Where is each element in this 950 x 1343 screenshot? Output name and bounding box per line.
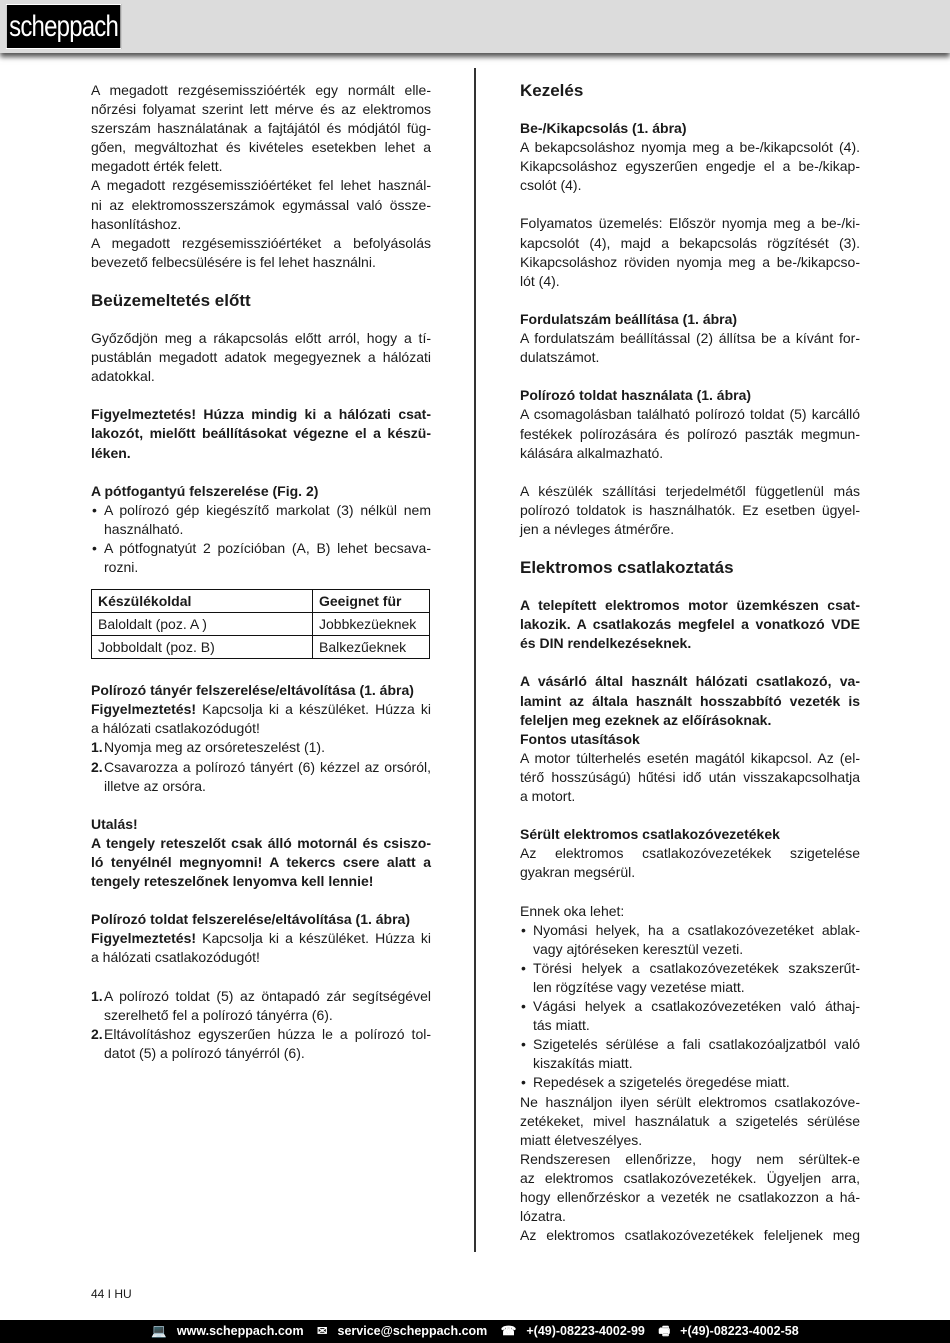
text-line: Polírozó toldat felszerelése/eltávolítása (1. ábra) — [91, 911, 410, 928]
paragraph — [520, 902, 860, 921]
paragraph — [520, 138, 860, 195]
text-line: A csomagolásban található polírozó toldat (5) karcálló — [520, 406, 860, 423]
spacer — [520, 653, 860, 672]
list-item — [91, 738, 431, 757]
text-line: bevezető felbecsülésére is fel lehet használni. — [91, 253, 376, 270]
section-heading: Elektromos csatlakoztatás — [520, 558, 734, 578]
paragraph — [91, 329, 431, 386]
spacer — [520, 463, 860, 482]
text-line: lamint az általa használt hosszabbító vezeték is — [520, 692, 860, 709]
spacer — [520, 367, 860, 386]
list-item — [520, 959, 860, 997]
text-line: Csavarozza a polírozó tányért (6) kézzel az orsóról, — [104, 758, 431, 775]
computer-icon: 💻 — [151, 1324, 167, 1338]
list-item — [520, 921, 860, 959]
text-line: festékek polírozására és polírozó paszták megmun- — [520, 425, 860, 442]
paragraph — [91, 176, 431, 233]
paragraph — [520, 214, 860, 290]
phone-number: +(49)-08223-4002-99 — [526, 1324, 645, 1338]
email-link[interactable]: service@scheppach.com — [337, 1324, 488, 1338]
scheppach-logo: scheppach — [6, 4, 121, 49]
bold-paragraph — [520, 386, 860, 405]
fax-number: +(49)-08223-4002-58 — [680, 1324, 799, 1338]
bold-paragraph — [91, 910, 431, 929]
fax-icon: 🖷 — [658, 1324, 671, 1338]
paragraph — [520, 749, 860, 806]
paragraph — [520, 1150, 860, 1226]
numbered-list — [91, 738, 431, 795]
phone-icon: ☎ — [500, 1324, 517, 1338]
text-line: az elektromos csatlakozóvezetékek. Ügyeljen arra, — [520, 1169, 860, 1186]
list-item — [91, 501, 431, 539]
text-line: Az elektromos csatlakozóvezetékek szigetelése — [520, 845, 860, 862]
paragraph — [91, 234, 431, 272]
page-number: 44 I HU — [91, 1287, 132, 1301]
list-item — [91, 758, 431, 796]
text-line: megadott érték felett. — [91, 158, 223, 175]
website-link[interactable]: www.scheppach.com — [176, 1324, 304, 1338]
bold-label: Figyelmeztetés! — [91, 930, 197, 947]
left-column — [91, 81, 431, 1063]
text-line: Ennek oka lehet: — [520, 902, 625, 919]
paragraph — [520, 482, 860, 539]
text-line: Törési helyek a csatlakozóvezetékek szakszerűt- — [533, 959, 860, 976]
bold-paragraph — [520, 310, 860, 329]
bold-label: Figyelmeztetés! — [91, 701, 197, 718]
spacer — [520, 882, 860, 901]
text-line: tás miatt. — [533, 1017, 590, 1034]
text-line: gően, megváltozhat és kivételes esetekben lehet a — [91, 139, 431, 156]
column-divider — [474, 68, 476, 1252]
text-line: lakozót, mielőtt beállításokat végezne el a készü- — [91, 425, 431, 442]
text-line: polírozó toldatok is használhatók. Ez esetben ügyel- — [520, 501, 860, 518]
table-cell: Baloldalt (poz. A ) — [92, 613, 313, 636]
item-number: 2. — [91, 1025, 103, 1042]
text-line: a motort. — [520, 788, 576, 804]
spacer — [91, 968, 431, 987]
text-line: léken. — [91, 444, 131, 461]
text-line: Vágási helyek a csatlakozóvezetéken való áthaj- — [533, 998, 860, 1015]
text-line: lózatra. — [520, 1208, 566, 1225]
text-line: Győződjön meg a rákapcsolás előtt arról, hogy a tí- — [91, 329, 431, 346]
text-line: A telepített elektromos motor üzemkészen csat- — [520, 597, 860, 614]
text-line: Nyomási helyek, ha a csatlakozóvezetéket ablak- — [533, 921, 860, 938]
text-line: A bekapcsoláshoz nyomja meg a be-/kikapcsolót (4). — [520, 139, 860, 156]
list-item — [91, 987, 431, 1025]
text-line: és DIN rendelkezéseknek. — [520, 635, 692, 652]
text-line: adatokkal. — [91, 368, 155, 385]
table-cell: Jobboldalt (poz. B) — [92, 636, 313, 659]
text-line: datot (5) a polírozó tányérról (6). — [104, 1044, 305, 1061]
text-line: dulatszámot. — [520, 349, 600, 366]
text-line: Rendszeresen ellenőrizze, hogy nem sérültek-e — [520, 1150, 860, 1167]
table-cell: Jobbkezüeknek — [313, 613, 430, 636]
item-number: 1. — [91, 739, 103, 756]
text-line: Polírozó toldat használata (1. ábra) — [520, 387, 752, 404]
paragraph — [520, 1093, 860, 1150]
text-line: A pótfogantyú felszerelése (Fig. 2) — [91, 482, 319, 499]
text-line: használható. — [104, 520, 184, 537]
text-line: A motor túlterhelés esetén magától kikapcsol. Az (el- — [520, 749, 860, 766]
text-line — [91, 700, 431, 719]
bullet-list — [520, 921, 860, 1093]
text-line: Kikapcsoláshoz röviden nyomja meg a be-/kikapcso- — [520, 253, 860, 270]
item-number: 2. — [91, 758, 103, 775]
paragraph — [520, 1226, 860, 1245]
spacer — [520, 806, 860, 825]
text-line: zetékeket, mivel használatuk a szigetelés sérülése — [520, 1112, 860, 1129]
list-item — [520, 1073, 860, 1092]
text-line: A tengely reteszelőt csak álló motornál és csiszo- — [91, 834, 431, 851]
bullet-icon: • — [92, 539, 97, 556]
text-line — [91, 929, 431, 948]
spacer — [91, 891, 431, 910]
table-row — [92, 636, 430, 659]
text-line: hogy ellenőrzéskor a vezeték ne csatlakozzon a há- — [520, 1188, 860, 1205]
spacer — [91, 386, 431, 405]
text-line: illetve az orsóra. — [104, 777, 206, 794]
text-line: vagy ajtóréseken keresztül vezeti. — [533, 940, 744, 957]
item-number: 1. — [91, 987, 103, 1004]
text-line: Figyelmeztetés! Húzza mindig ki a hálózati csat- — [91, 406, 431, 423]
table-cell: Balkezűeknek — [313, 636, 430, 659]
table-row — [92, 613, 430, 636]
text-line: nőrzési folyamat szerint lett mérve és az elektromos — [91, 101, 431, 118]
text-line: Szigetelés sérülése a fali csatlakozóaljzatból való — [533, 1036, 860, 1053]
section-heading: Kezelés — [520, 81, 584, 100]
text-line: gyakran megsérül. — [520, 864, 636, 881]
text-line: kiszakítás miatt. — [533, 1055, 633, 1072]
text-line: Nyomja meg az orsóreteszelést (1). — [104, 739, 325, 756]
bullet-icon: • — [521, 1074, 526, 1091]
line-text: Kapcsolja ki a készüléket. Húzza ki — [196, 701, 431, 718]
right-column — [520, 81, 860, 1245]
text-line: szerszám használatának a fajtájától és módjától füg- — [91, 120, 431, 137]
text-line: Repedések a szigetelés öregedése miatt. — [533, 1074, 790, 1091]
text-line: kapcsolót (4), majd a bekapcsolás rögzítését (3). — [520, 234, 860, 251]
text-line: A vásárló által használt hálózati csatlakozó, va- — [520, 673, 860, 690]
spacer — [91, 463, 431, 482]
list-item — [520, 1035, 860, 1073]
text-line: A megadott rezgésemisszióértéket a befolyásolás — [91, 234, 431, 251]
bullet-list — [91, 501, 431, 577]
text-line: A megadott rezgésemisszióértéket fel lehet használ- — [91, 177, 431, 194]
bullet-icon: • — [521, 1036, 526, 1053]
text-line: Eltávolításhoz egyszerűen húzza le a polírozó tol- — [104, 1025, 431, 1042]
text-line: rozni. — [104, 559, 139, 576]
bold-paragraph — [91, 815, 431, 891]
text-line: kálására alkalmazható. — [520, 444, 664, 461]
text-line: pustáblán megadott adatok megegyeznek a hálózati — [91, 349, 431, 366]
list-item — [91, 1025, 431, 1063]
section-heading: Beüzemeltetés előtt — [91, 290, 251, 310]
bold-paragraph — [91, 405, 431, 462]
line-text: Kapcsolja ki a készüléket. Húzza ki — [196, 930, 431, 947]
bold-paragraph — [520, 596, 860, 653]
text-line: hasonlításhoz. — [91, 215, 182, 232]
text-line: Fontos utasítások — [520, 730, 640, 747]
text-line: Folyamatos üzemelés: Először nyomja meg a be-/ki- — [520, 215, 860, 232]
text-line: lakozik. A csatlakozás megfelel a vonatkozó VDE — [520, 616, 860, 633]
text-line: Polírozó tányér felszerelése/eltávolítása (1. ábra) — [91, 682, 414, 699]
text-line: Kikapcsoláshoz egyszerűen engedje el a be-/kikap- — [520, 158, 860, 175]
text-line: térő hosszúságú) hűtési idő után visszakapcsolhatja — [520, 768, 860, 785]
text-line: Ne használjon ilyen sérült elektromos csatlakozóve- — [520, 1093, 860, 1110]
text-line: Fordulatszám beállítása (1. ábra) — [520, 310, 738, 327]
bold-paragraph — [91, 681, 431, 700]
list-item — [91, 539, 431, 577]
text-line: ni az elektromosszerszámok egymással való össze- — [91, 196, 431, 213]
bold-paragraph — [520, 825, 860, 844]
grip-position-table — [91, 589, 430, 659]
text-line: A készülék szállítási terjedelmétől függetlenül más — [520, 482, 860, 499]
bullet-icon: • — [92, 501, 97, 518]
text-line: ló tenyélnél megnyomni! A tekercs csere alatt a — [91, 854, 431, 870]
text-line: a hálózati csatlakozódugót! — [91, 720, 260, 737]
numbered-list — [91, 987, 431, 1063]
text-line: jen a névleges átmérőre. — [520, 520, 675, 537]
text-line: A pótfognatyút 2 pozícióban (A, B) lehet becsava- — [104, 539, 431, 556]
text-line: Utalás! — [91, 815, 138, 832]
bold-paragraph — [520, 730, 860, 749]
text-line: A polírozó toldat (5) az öntapadó zár segítségével — [104, 987, 431, 1004]
table-header-cell: Készülékoldal — [92, 590, 313, 613]
text-line: len rögzítése vagy vezetése miatt. — [533, 978, 745, 995]
paragraph — [91, 700, 431, 738]
text-line: miatt életveszélyes. — [520, 1131, 643, 1148]
bold-paragraph — [91, 482, 431, 501]
text-line: lót (4). — [520, 272, 560, 289]
list-item — [520, 997, 860, 1035]
paragraph — [520, 329, 860, 367]
table-header-cell: Geeignet für — [313, 590, 430, 613]
text-line: tengely reteszelőnek lenyomva kell lennie! — [91, 873, 374, 890]
bullet-icon: • — [521, 921, 526, 938]
paragraph — [520, 844, 860, 882]
paragraph — [91, 929, 431, 967]
paragraph — [520, 405, 860, 462]
text-line: feleljen meg ezeknek az előírásoknak. — [520, 711, 772, 728]
text-line: Sérült elektromos csatlakozóvezetékek — [520, 826, 780, 843]
bold-paragraph — [520, 672, 860, 729]
text-line: csolót (4). — [520, 177, 582, 194]
spacer — [91, 796, 431, 815]
spacer — [520, 195, 860, 214]
text-line: Az elektromos csatlakozóvezetékek feleljenek meg — [520, 1227, 860, 1244]
page-header — [0, 0, 950, 53]
bullet-icon: • — [521, 959, 526, 976]
text-line: A polírozó gép kiegészítő markolat (3) nélkül nem — [104, 501, 431, 518]
paragraph — [91, 81, 431, 176]
text-line: szerelhető fel a polírozó tányérra (6). — [104, 1006, 333, 1023]
mail-icon: ✉ — [317, 1324, 328, 1338]
table-header-row — [92, 590, 430, 613]
spacer — [520, 291, 860, 310]
bold-paragraph — [520, 119, 860, 138]
text-line: A fordulatszám beállítással (2) állítsa be a kívánt for- — [520, 330, 860, 347]
bullet-icon: • — [521, 998, 526, 1015]
text-line: a hálózati csatlakozódugót! — [91, 949, 260, 966]
footer-contact-bar — [0, 1320, 950, 1343]
text-line: A megadott rezgésemisszióérték egy normált elle- — [91, 82, 431, 98]
text-line: Be-/Kikapcsolás (1. ábra) — [520, 120, 687, 136]
